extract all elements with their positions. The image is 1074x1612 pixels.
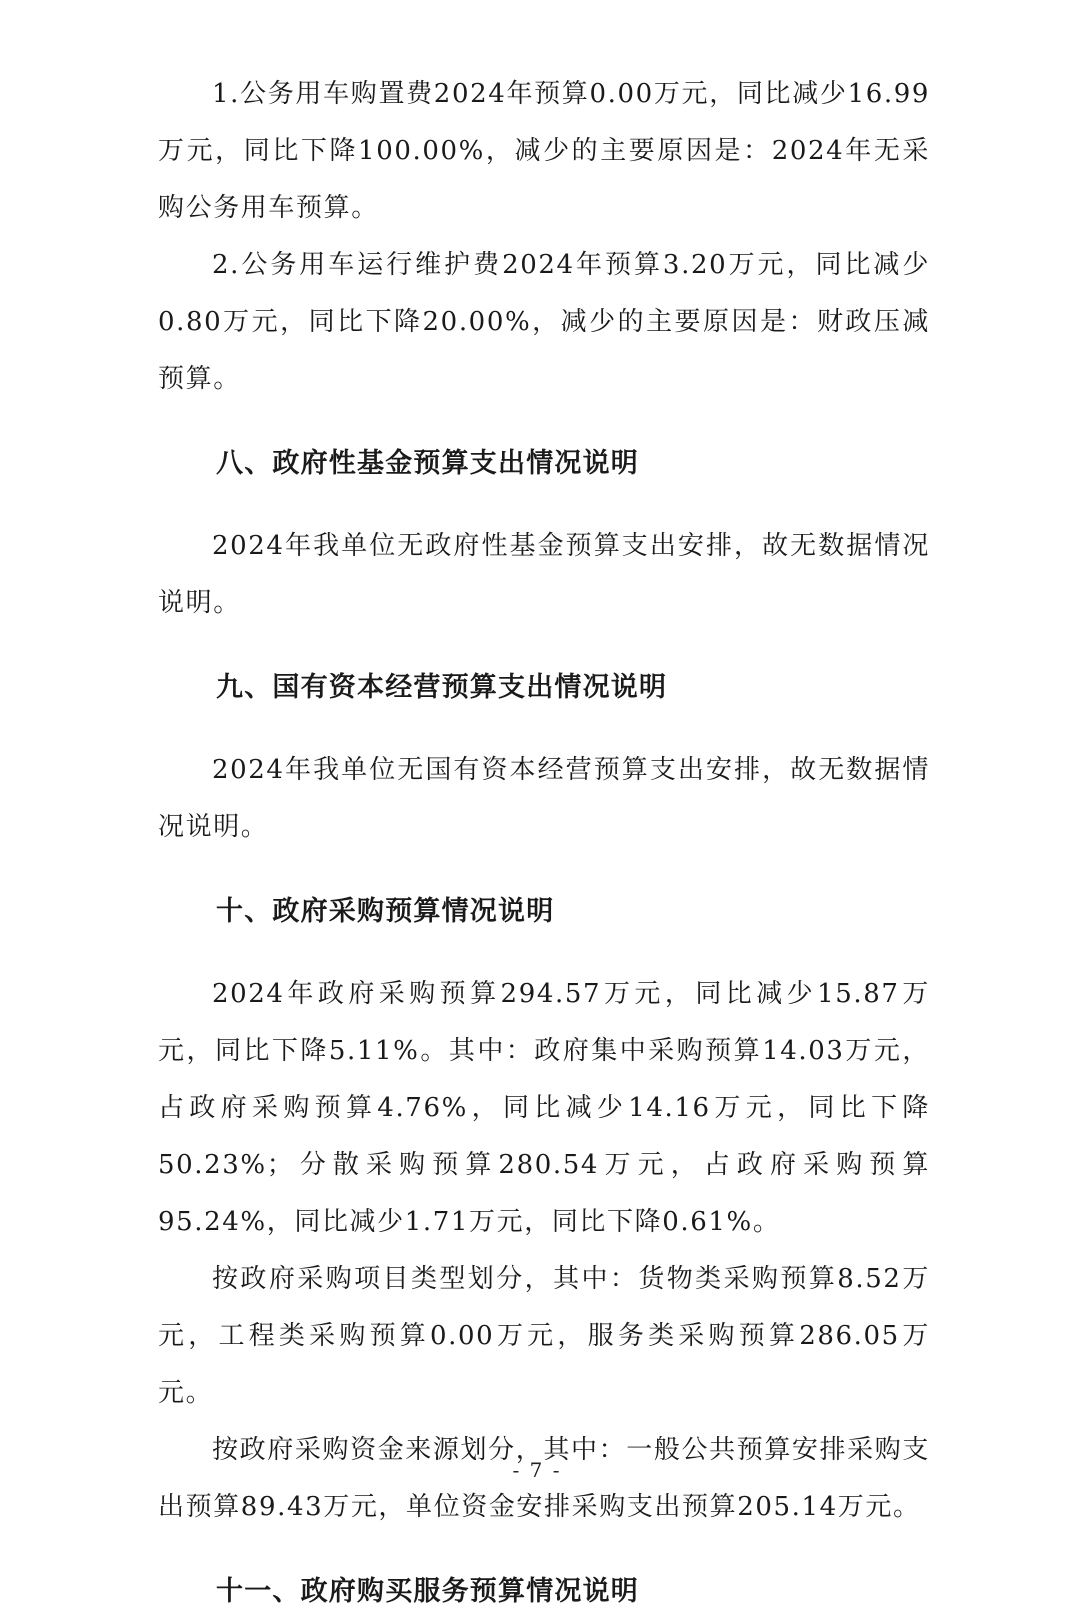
- page-number: - 7 -: [512, 1458, 562, 1482]
- paragraph-procurement-by-source: 按政府采购资金来源划分，其中：一般公共预算安排采购支出预算89.43万元，单位资金安排采购支出预算205.14万元。: [158, 1435, 930, 1522]
- section-heading-gov-purchase-services: 十一、政府购买服务预算情况说明: [216, 1576, 639, 1607]
- paragraph-procurement-total: 2024年政府采购预算294.57万元，同比减少15.87万元，同比下降5.11%。其中：政府集中采购预算14.03万元，占政府采购预算4.76%，同比减少14.16万元，同比下降50.23%；分散采购预算280.54万元，占政府采购预算95.24%，同比减少1.71万元，同比下降0.61%。: [158, 979, 930, 1237]
- section-heading-state-capital: 九、国有资本经营预算支出情况说明: [216, 672, 668, 703]
- paragraph-state-capital: 2024年我单位无国有资本经营预算支出安排，故无数据情况说明。: [158, 755, 930, 842]
- section-heading-gov-procurement: 十、政府采购预算情况说明: [216, 896, 555, 927]
- paragraph-vehicle-maintenance: 2.公务用车运行维护费2024年预算3.20万元，同比减少0.80万元，同比下降20.00%，减少的主要原因是：财政压减预算。: [158, 250, 930, 394]
- paragraph-procurement-by-type: 按政府采购项目类型划分，其中：货物类采购预算8.52万元，工程类采购预算0.00万元，服务类采购预算286.05万元。: [158, 1264, 930, 1408]
- section-heading-gov-fund: 八、政府性基金预算支出情况说明: [216, 448, 639, 479]
- paragraph-gov-fund: 2024年我单位无政府性基金预算支出安排，故无数据情况说明。: [158, 531, 930, 618]
- paragraph-vehicle-purchase: 1.公务用车购置费2024年预算0.00万元，同比减少16.99万元，同比下降100.00%，减少的主要原因是：2024年无采购公务用车预算。: [158, 79, 930, 223]
- document-page: [158, 66, 930, 1612]
